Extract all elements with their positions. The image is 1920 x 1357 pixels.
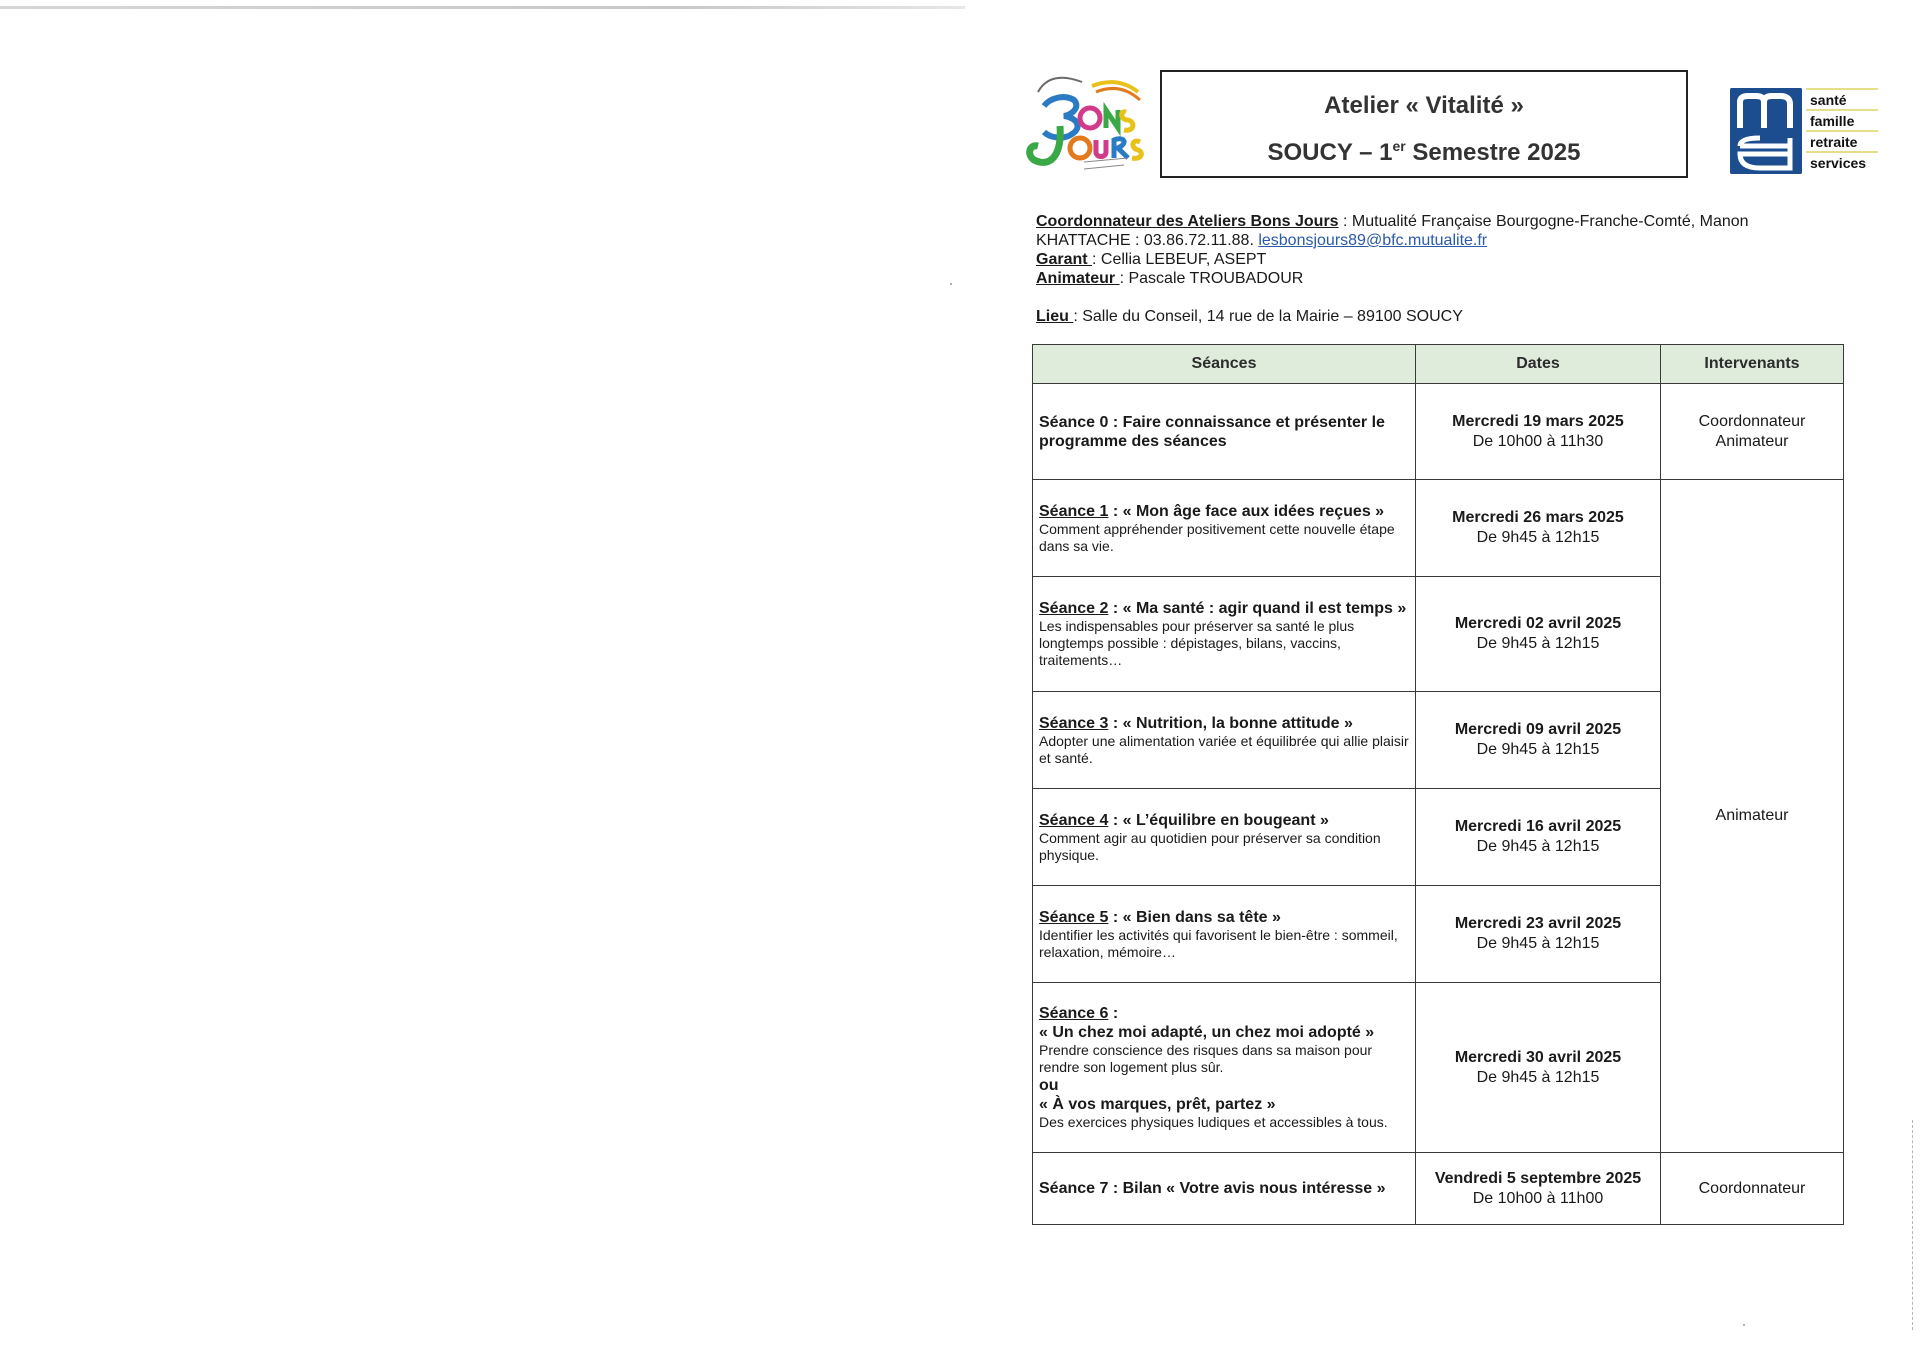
session-name: Séance 6 xyxy=(1039,1005,1109,1022)
date-cell xyxy=(1416,886,1661,983)
session-day: Mercredi 23 avril 2025 xyxy=(1454,915,1622,932)
session-time: De 9h45 à 12h15 xyxy=(1476,935,1600,952)
session-time: De 9h45 à 12h15 xyxy=(1476,741,1600,758)
session-day: Mercredi 16 avril 2025 xyxy=(1454,818,1622,835)
document-subtitle: SOUCY – 1er Semestre 2025 xyxy=(1267,138,1581,166)
session-time: De 9h45 à 12h15 xyxy=(1476,1068,1600,1086)
session-title: Séance 0 : Faire connaissance et présenter le programme des séances xyxy=(1039,413,1385,450)
session-title: Séance 4 : « L’équilibre en bougeant » xyxy=(1039,811,1329,829)
intervenant-cell xyxy=(1661,384,1844,480)
scan-right-edge xyxy=(1912,1120,1914,1330)
intervenant-name: Coordonnateur xyxy=(1698,1179,1806,1197)
document-title: Atelier « Vitalité » xyxy=(1324,92,1524,119)
coordinator-label: Coordonnateur des Ateliers Bons Jours xyxy=(1036,213,1339,230)
msa-line: retraite xyxy=(1806,130,1878,151)
session-cell xyxy=(1033,480,1416,577)
session-description: Comment agir au quotidien pour préserver sa condition physique. xyxy=(1039,829,1381,863)
session-title: Séance 7 : Bilan « Votre avis nous intéresse » xyxy=(1039,1180,1386,1197)
header-dates: Dates xyxy=(1416,345,1661,384)
table-row xyxy=(1033,480,1844,577)
lieu-label: Lieu xyxy=(1036,308,1074,325)
msa-line: santé xyxy=(1806,88,1878,109)
msa-line: famille xyxy=(1806,109,1878,130)
session-cell xyxy=(1033,577,1416,692)
date-cell xyxy=(1416,983,1661,1153)
session-name: Séance 4 xyxy=(1039,811,1109,829)
date-cell xyxy=(1416,480,1661,577)
session-time: De 9h45 à 12h15 xyxy=(1476,838,1600,855)
table-header-row xyxy=(1033,345,1844,384)
scan-speck xyxy=(950,283,952,285)
session-day: Vendredi 5 septembre 2025 xyxy=(1434,1169,1642,1187)
session-day: Mercredi 02 avril 2025 xyxy=(1454,615,1622,632)
schedule-table xyxy=(1032,344,1844,1225)
session-option-b-description: Des exercices physiques ludiques et accessibles à tous. xyxy=(1039,1114,1388,1130)
garant-label: Garant xyxy=(1036,251,1093,268)
bons-jours-logo xyxy=(1020,66,1145,176)
session-name: Séance 3 xyxy=(1039,714,1109,732)
session-name: Séance 5 xyxy=(1039,908,1109,926)
session-description: Identifier les activités qui favorisent le bien-être : sommeil, relaxation, mémoire… xyxy=(1039,926,1398,960)
session-day: Mercredi 30 avril 2025 xyxy=(1454,1048,1622,1066)
session-time: De 10h00 à 11h30 xyxy=(1472,432,1604,450)
date-cell xyxy=(1416,692,1661,789)
garant-value: : Cellia LEBEUF, ASEPT xyxy=(1092,251,1267,268)
session-option-b-title: « À vos marques, prêt, partez » xyxy=(1039,1096,1276,1113)
session-cell xyxy=(1033,1153,1416,1225)
table-row xyxy=(1033,1153,1844,1225)
intervenant-name: Animateur xyxy=(1715,807,1789,824)
animateur-value: : Pascale TROUBADOUR xyxy=(1119,270,1304,287)
coordinator-line xyxy=(1036,212,1836,250)
date-cell xyxy=(1416,1153,1661,1225)
header-seances: Séances xyxy=(1033,345,1416,384)
date-cell xyxy=(1416,384,1661,480)
info-block xyxy=(1036,212,1836,326)
session-description: Adopter une alimentation variée et équilibrée qui allie plaisir et santé. xyxy=(1039,732,1409,766)
session-day: Mercredi 09 avril 2025 xyxy=(1454,721,1622,738)
session-name: Séance 1 xyxy=(1039,502,1109,520)
session-cell xyxy=(1033,789,1416,886)
session-option-a-description: Prendre conscience des risques dans sa maison pour rendre son logement plus sûr. xyxy=(1039,1042,1373,1075)
intervenant-cell xyxy=(1661,480,1844,1153)
scan-top-edge xyxy=(0,6,965,9)
lieu-line xyxy=(1036,307,1836,326)
coordinator-email-link[interactable]: lesbonsjours89@bfc.mutualite.fr xyxy=(1258,232,1488,249)
session-cell xyxy=(1033,692,1416,789)
session-day: Mercredi 26 mars 2025 xyxy=(1452,509,1624,526)
session-title: Séance 5 : « Bien dans sa tête » xyxy=(1039,908,1281,926)
session-day: Mercredi 19 mars 2025 xyxy=(1452,412,1624,430)
session-option-a-title: « Un chez moi adapté, un chez moi adopté » xyxy=(1039,1024,1375,1041)
session-cell xyxy=(1033,983,1416,1153)
session-title: Séance 1 : « Mon âge face aux idées reçues » xyxy=(1039,502,1385,520)
table-row xyxy=(1033,384,1844,480)
session-title: Séance 6 : xyxy=(1039,1005,1119,1022)
msa-tagline xyxy=(1806,88,1878,172)
intervenant-cell xyxy=(1661,1153,1844,1225)
session-description: Les indispensables pour préserver sa santé le plus longtemps possible : dépistages, bilans, vaccins, traitements… xyxy=(1039,618,1355,668)
scan-speck xyxy=(1743,1324,1745,1326)
msa-line: services xyxy=(1806,151,1878,172)
animateur-label: Animateur xyxy=(1036,270,1120,287)
session-cell xyxy=(1033,384,1416,480)
session-description: Comment appréhender positivement cette nouvelle étape dans sa vie. xyxy=(1039,520,1395,554)
session-cell xyxy=(1033,886,1416,983)
session-time: De 10h00 à 11h00 xyxy=(1472,1189,1604,1207)
session-title: Séance 3 : « Nutrition, la bonne attitude » xyxy=(1039,714,1353,732)
session-name: Séance 2 xyxy=(1039,600,1109,617)
session-time: De 9h45 à 12h15 xyxy=(1476,635,1600,652)
coordinator-value: : Mutualité Française Bourgogne-Franche-Comté, Manon KHATTACHE : 03.86.72.11.88. xyxy=(1036,213,1749,249)
session-time: De 9h45 à 12h15 xyxy=(1476,529,1600,546)
session-or: ou xyxy=(1039,1077,1059,1094)
date-cell xyxy=(1416,789,1661,886)
animateur-line xyxy=(1036,269,1836,288)
msa-emblem-icon xyxy=(1730,88,1802,174)
title-box xyxy=(1160,70,1688,178)
msa-logo xyxy=(1730,88,1878,174)
session-title: Séance 2 : « Ma santé : agir quand il est temps » xyxy=(1039,600,1407,617)
intervenant-name: Coordonnateur Animateur xyxy=(1698,412,1806,450)
date-cell xyxy=(1416,577,1661,692)
garant-line xyxy=(1036,250,1836,269)
lieu-value: : Salle du Conseil, 14 rue de la Mairie – 89100 SOUCY xyxy=(1073,308,1463,325)
header-intervenants: Intervenants xyxy=(1661,345,1844,384)
